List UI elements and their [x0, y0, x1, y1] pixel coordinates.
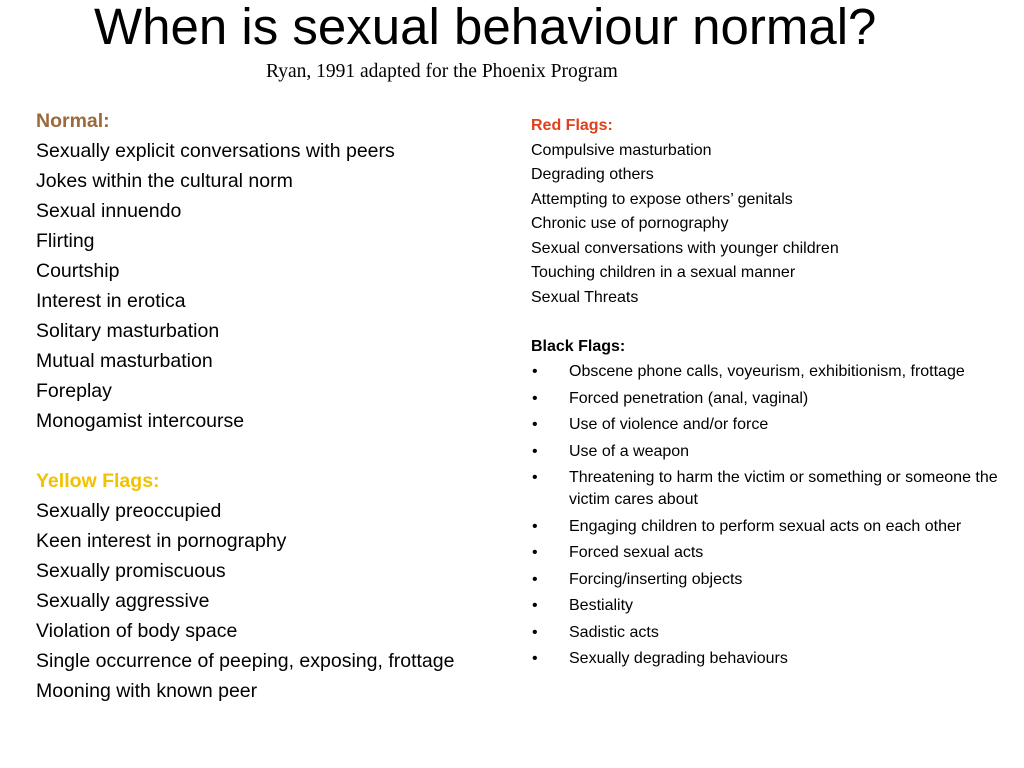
black-flag-text: Sadistic acts	[569, 623, 659, 641]
normal-item: Sexual innuendo	[36, 200, 182, 222]
bullet-icon: •	[532, 544, 538, 561]
red-flag-item: Attempting to expose others’ genitals	[531, 190, 793, 208]
normal-item: Monogamist intercourse	[36, 410, 245, 432]
section-gap	[531, 310, 1001, 335]
black-flag-text: Forced penetration (anal, vaginal)	[569, 389, 809, 407]
normal-item: Solitary masturbation	[36, 320, 220, 342]
red-flag-item: Sexual conversations with younger children	[531, 239, 839, 257]
black-flag-text: Forcing/inserting objects	[569, 570, 743, 588]
black-flag-text: Use of violence and/or force	[569, 416, 769, 433]
black-flags-list	[531, 361, 1001, 670]
bullet-icon: •	[532, 363, 538, 380]
yellow-flag-item: Keen interest in pornography	[36, 530, 287, 552]
bullet-icon: •	[532, 650, 538, 667]
black-flag-item	[531, 414, 1001, 436]
left-column	[36, 106, 506, 706]
normal-item: Foreplay	[36, 380, 112, 402]
black-flag-item	[531, 388, 1001, 410]
normal-item: Courtship	[36, 260, 120, 282]
red-flag-item: Sexual Threats	[531, 288, 639, 306]
black-flag-item	[531, 595, 1001, 617]
citation-subtitle: Ryan, 1991 adapted for the Phoenix Program	[266, 61, 618, 82]
black-flag-item	[531, 467, 1001, 511]
black-flag-item	[531, 542, 1001, 564]
normal-item: Flirting	[36, 230, 95, 252]
black-flag-item	[531, 648, 1001, 670]
yellow-flag-item: Sexually aggressive	[36, 590, 210, 612]
yellow-flag-item: Sexually promiscuous	[36, 560, 226, 582]
black-flag-item	[531, 622, 1001, 644]
black-flag-text: Bestiality	[569, 597, 634, 614]
black-flag-text: Threatening to harm the victim or something or someone the victim cares about	[569, 469, 998, 508]
bullet-icon: •	[532, 570, 538, 588]
bullet-icon: •	[532, 623, 538, 641]
normal-heading: Normal:	[36, 110, 110, 132]
black-flag-text: Forced sexual acts	[569, 544, 704, 561]
black-flag-item	[531, 516, 1001, 538]
black-flag-item	[531, 441, 1001, 463]
red-flags-heading: Red Flags:	[531, 117, 613, 134]
yellow-flag-item: Mooning with known peer	[36, 680, 258, 702]
bullet-icon: •	[532, 517, 538, 535]
black-flag-text: Obscene phone calls, voyeurism, exhibitionism, frottage	[569, 363, 965, 380]
bullet-icon: •	[532, 469, 538, 486]
bullet-icon: •	[532, 416, 538, 433]
normal-item: Sexually explicit conversations with peers	[36, 140, 395, 162]
yellow-flag-item: Violation of body space	[36, 620, 238, 642]
section-gap	[36, 436, 506, 466]
bullet-icon: •	[532, 442, 538, 460]
red-flag-item: Touching children in a sexual manner	[531, 264, 796, 281]
black-flag-text: Sexually degrading behaviours	[569, 650, 788, 667]
normal-item: Mutual masturbation	[36, 350, 213, 372]
red-flag-item: Degrading others	[531, 166, 654, 183]
black-flag-text: Use of a weapon	[569, 442, 690, 460]
yellow-flag-item: Sexually preoccupied	[36, 500, 222, 522]
bullet-icon: •	[532, 597, 538, 614]
right-column	[531, 114, 1001, 675]
black-flag-text: Engaging children to perform sexual acts on each other	[569, 517, 962, 535]
bullet-icon: •	[532, 389, 538, 407]
normal-item: Interest in erotica	[36, 290, 186, 312]
black-flags-heading: Black Flags:	[531, 337, 626, 355]
black-flag-item	[531, 569, 1001, 591]
yellow-flag-item: Single occurrence of peeping, exposing, frottage	[36, 650, 455, 672]
black-flag-item	[531, 361, 1001, 383]
red-flag-item: Chronic use of pornography	[531, 215, 729, 232]
red-flag-item: Compulsive masturbation	[531, 141, 712, 159]
normal-item: Jokes within the cultural norm	[36, 170, 293, 192]
page-title: When is sexual behaviour normal?	[94, 0, 877, 55]
yellow-flags-heading: Yellow Flags:	[36, 470, 160, 492]
